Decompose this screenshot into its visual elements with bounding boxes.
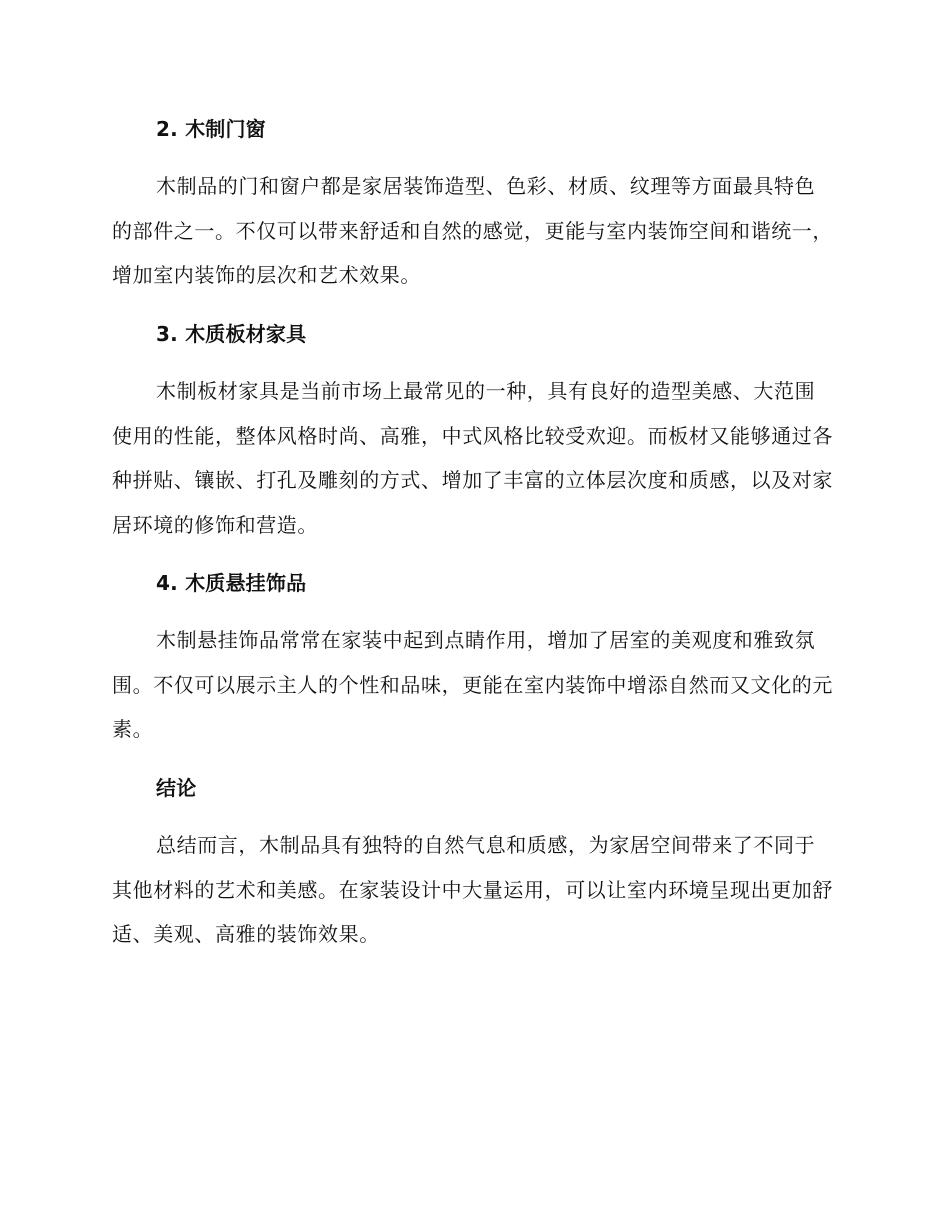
section-heading-wooden-doors-windows: 2. 木制门窗	[156, 117, 266, 141]
section-paragraph-conclusion: 总结而言，木制品具有独特的自然气息和质感，为家居空间带来了不同于其他材料的艺术和美感。在家装设计中大量运用，可以让室内环境呈现出更加舒适、美观、高雅的装饰效果。	[112, 833, 833, 946]
section-heading-wood-panel-furniture: 3. 木质板材家具	[156, 322, 307, 346]
section-heading-wooden-hanging-ornaments: 4. 木质悬挂饰品	[156, 571, 307, 595]
section-paragraph-wood-panel-furniture: 木制板材家具是当前市场上最常见的一种，具有良好的造型美感、大范围使用的性能，整体风格时尚、高雅，中式风格比较受欢迎。而板材又能够通过各种拼贴、镶嵌、打孔及雕刻的方式、增加了丰富的立体层次度和质感，以及对家居环境的修饰和营造。	[112, 379, 833, 537]
section-paragraph-wooden-hanging-ornaments: 木制悬挂饰品常常在家装中起到点睛作用，增加了居室的美观度和雅致氛围。不仅可以展示主人的个性和品味，更能在室内装饰中增添自然而又文化的元素。	[112, 628, 833, 741]
document-page	[112, 0, 842, 1230]
section-paragraph-wooden-doors-windows: 木制品的门和窗户都是家居装饰造型、色彩、材质、纹理等方面最具特色的部件之一。不仅可以带来舒适和自然的感觉，更能与室内装饰空间和谐统一，增加室内装饰的层次和艺术效果。	[112, 174, 833, 287]
section-heading-conclusion: 结论	[156, 776, 197, 800]
